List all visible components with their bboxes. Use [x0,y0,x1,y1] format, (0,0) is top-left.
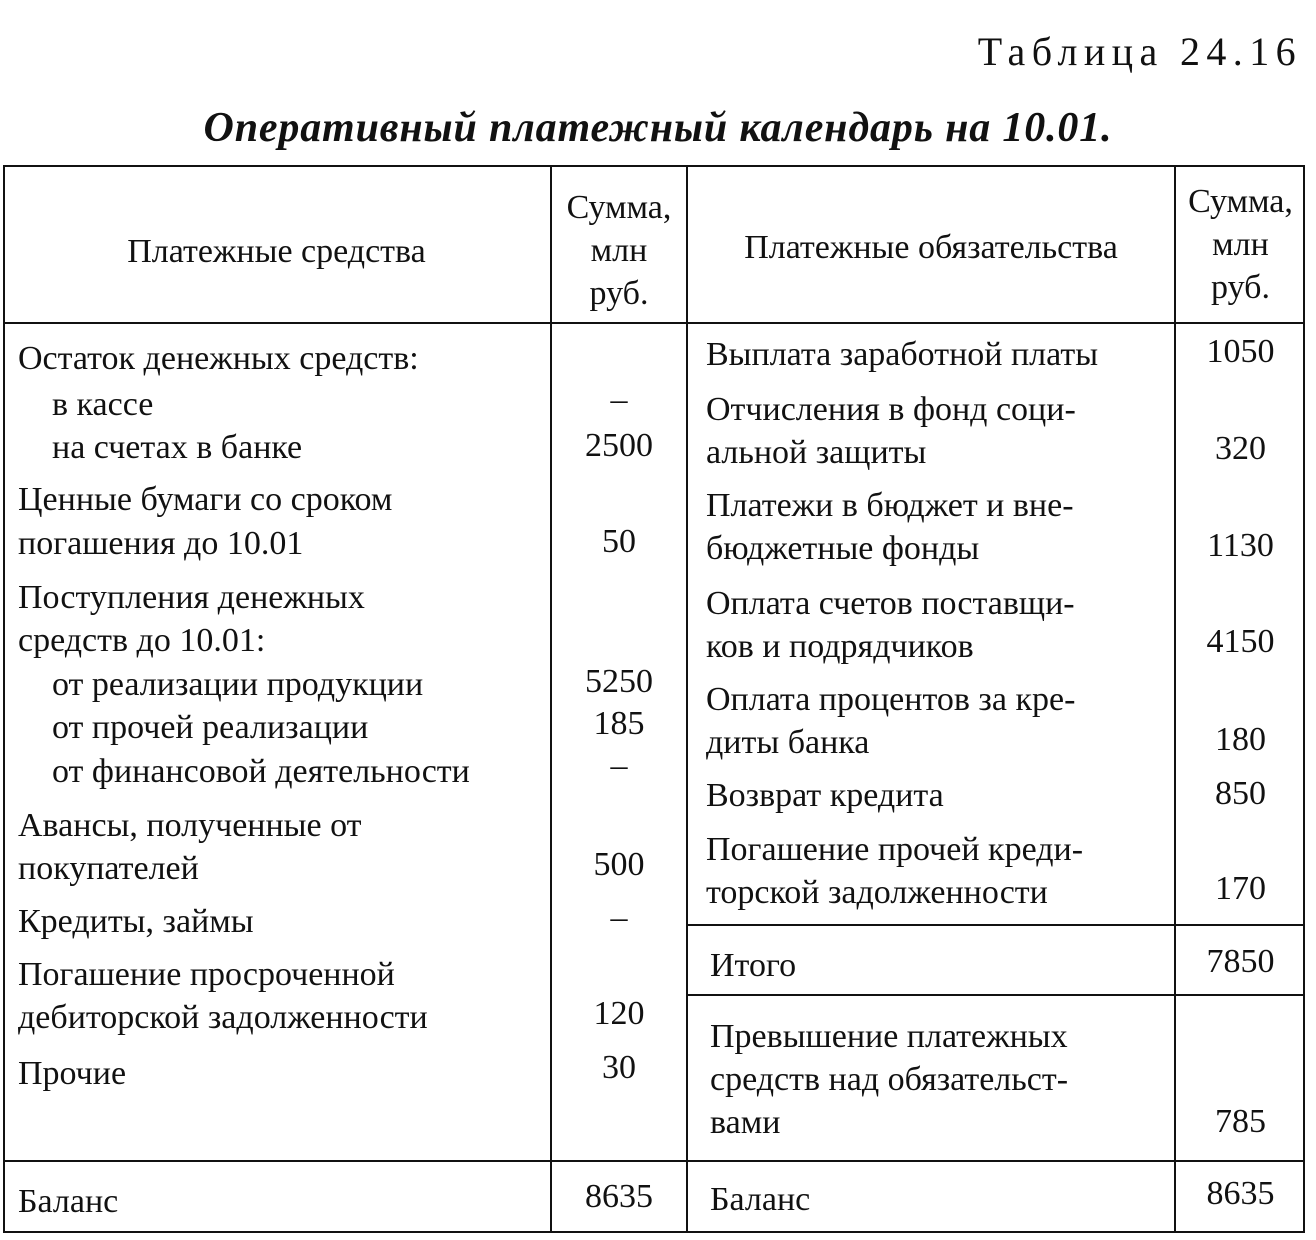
header-liabilities: Платежные обязательства [744,229,1118,266]
asset-label: на счетах в банке [52,429,303,466]
total-value: 7850 [1206,943,1275,980]
liability-value: 180 [1215,721,1266,758]
balance-left-label: Баланс [18,1183,119,1220]
asset-label: покупателей [18,850,199,887]
liability-label: Возврат кредита [706,777,944,814]
liability-label: альной защиты [706,434,927,471]
balance-right-value: 8635 [1206,1175,1275,1212]
liability-value: 1050 [1206,333,1275,370]
header-rule [3,322,1305,324]
liability-label: диты банка [706,724,870,761]
liability-value: 850 [1215,775,1266,812]
liability-label: Оплата счетов поставщи- [706,585,1075,622]
liability-value: 4150 [1206,623,1275,660]
total-label: Итого [710,947,797,984]
total-rule-bottom [686,994,1305,996]
asset-value: – [610,899,628,936]
balance-right-label: Баланс [710,1181,811,1218]
asset-value: 50 [602,523,636,560]
liability-value: 170 [1215,870,1266,907]
asset-value: 500 [593,846,645,883]
liability-label: бюджетные фонды [706,530,980,567]
liability-value: 1130 [1207,527,1274,564]
liability-label: Выплата заработной платы [706,336,1099,373]
liability-value: 320 [1215,430,1266,467]
excess-label: Превышение платежных средств над обязательст- вами [710,1018,1069,1141]
liability-label: Погашение прочей креди- [706,831,1084,868]
header-assets: Платежные средства [127,233,426,270]
liability-label: Отчисления в фонд соци- [706,391,1076,428]
balance-rule [3,1160,1305,1162]
col-divider-2 [686,165,688,1233]
asset-label: Авансы, полученные от [18,807,362,844]
table-label: Таблица 24.16 [977,29,1302,74]
asset-value: 120 [593,995,645,1032]
liability-label: Платежи в бюджет и вне- [706,487,1074,524]
asset-label: Остаток денежных средств: [18,340,419,377]
balance-left-value: 8635 [585,1178,653,1215]
asset-value: – [610,381,628,418]
total-rule-top [686,924,1305,926]
asset-label: Погашение просроченной [18,956,395,993]
header-amount-left: Сумма, млн руб. [566,189,672,312]
excess-value: 785 [1215,1103,1266,1140]
table-title: Оперативный платежный календарь на 10.01. [203,105,1113,151]
asset-value: 185 [593,705,645,742]
liability-label: торской задолженности [706,874,1048,911]
asset-value: 2500 [585,427,653,464]
col-divider-3 [1174,165,1176,1233]
asset-label: Поступления денежных [18,579,365,616]
asset-label: Кредиты, займы [18,903,254,940]
asset-label: от финансовой деятельности [52,753,470,790]
liability-label: ков и подрядчиков [706,628,974,665]
asset-label: Прочие [18,1055,127,1092]
asset-value: – [610,747,628,784]
asset-label: от реализации продукции [52,666,424,703]
asset-value: 30 [602,1049,636,1086]
asset-label: погашения до 10.01 [18,525,304,562]
asset-label: средств до 10.01: [18,622,266,659]
liability-label: Оплата процентов за кре- [706,681,1076,718]
asset-label: дебиторской задолженности [18,999,428,1036]
asset-value: 5250 [585,663,653,700]
asset-label: Ценные бумаги со сроком [18,481,393,518]
asset-label: в кассе [52,386,154,423]
asset-label: от прочей реализации [52,709,369,746]
header-amount-right: Сумма, млн руб. [1188,183,1293,306]
